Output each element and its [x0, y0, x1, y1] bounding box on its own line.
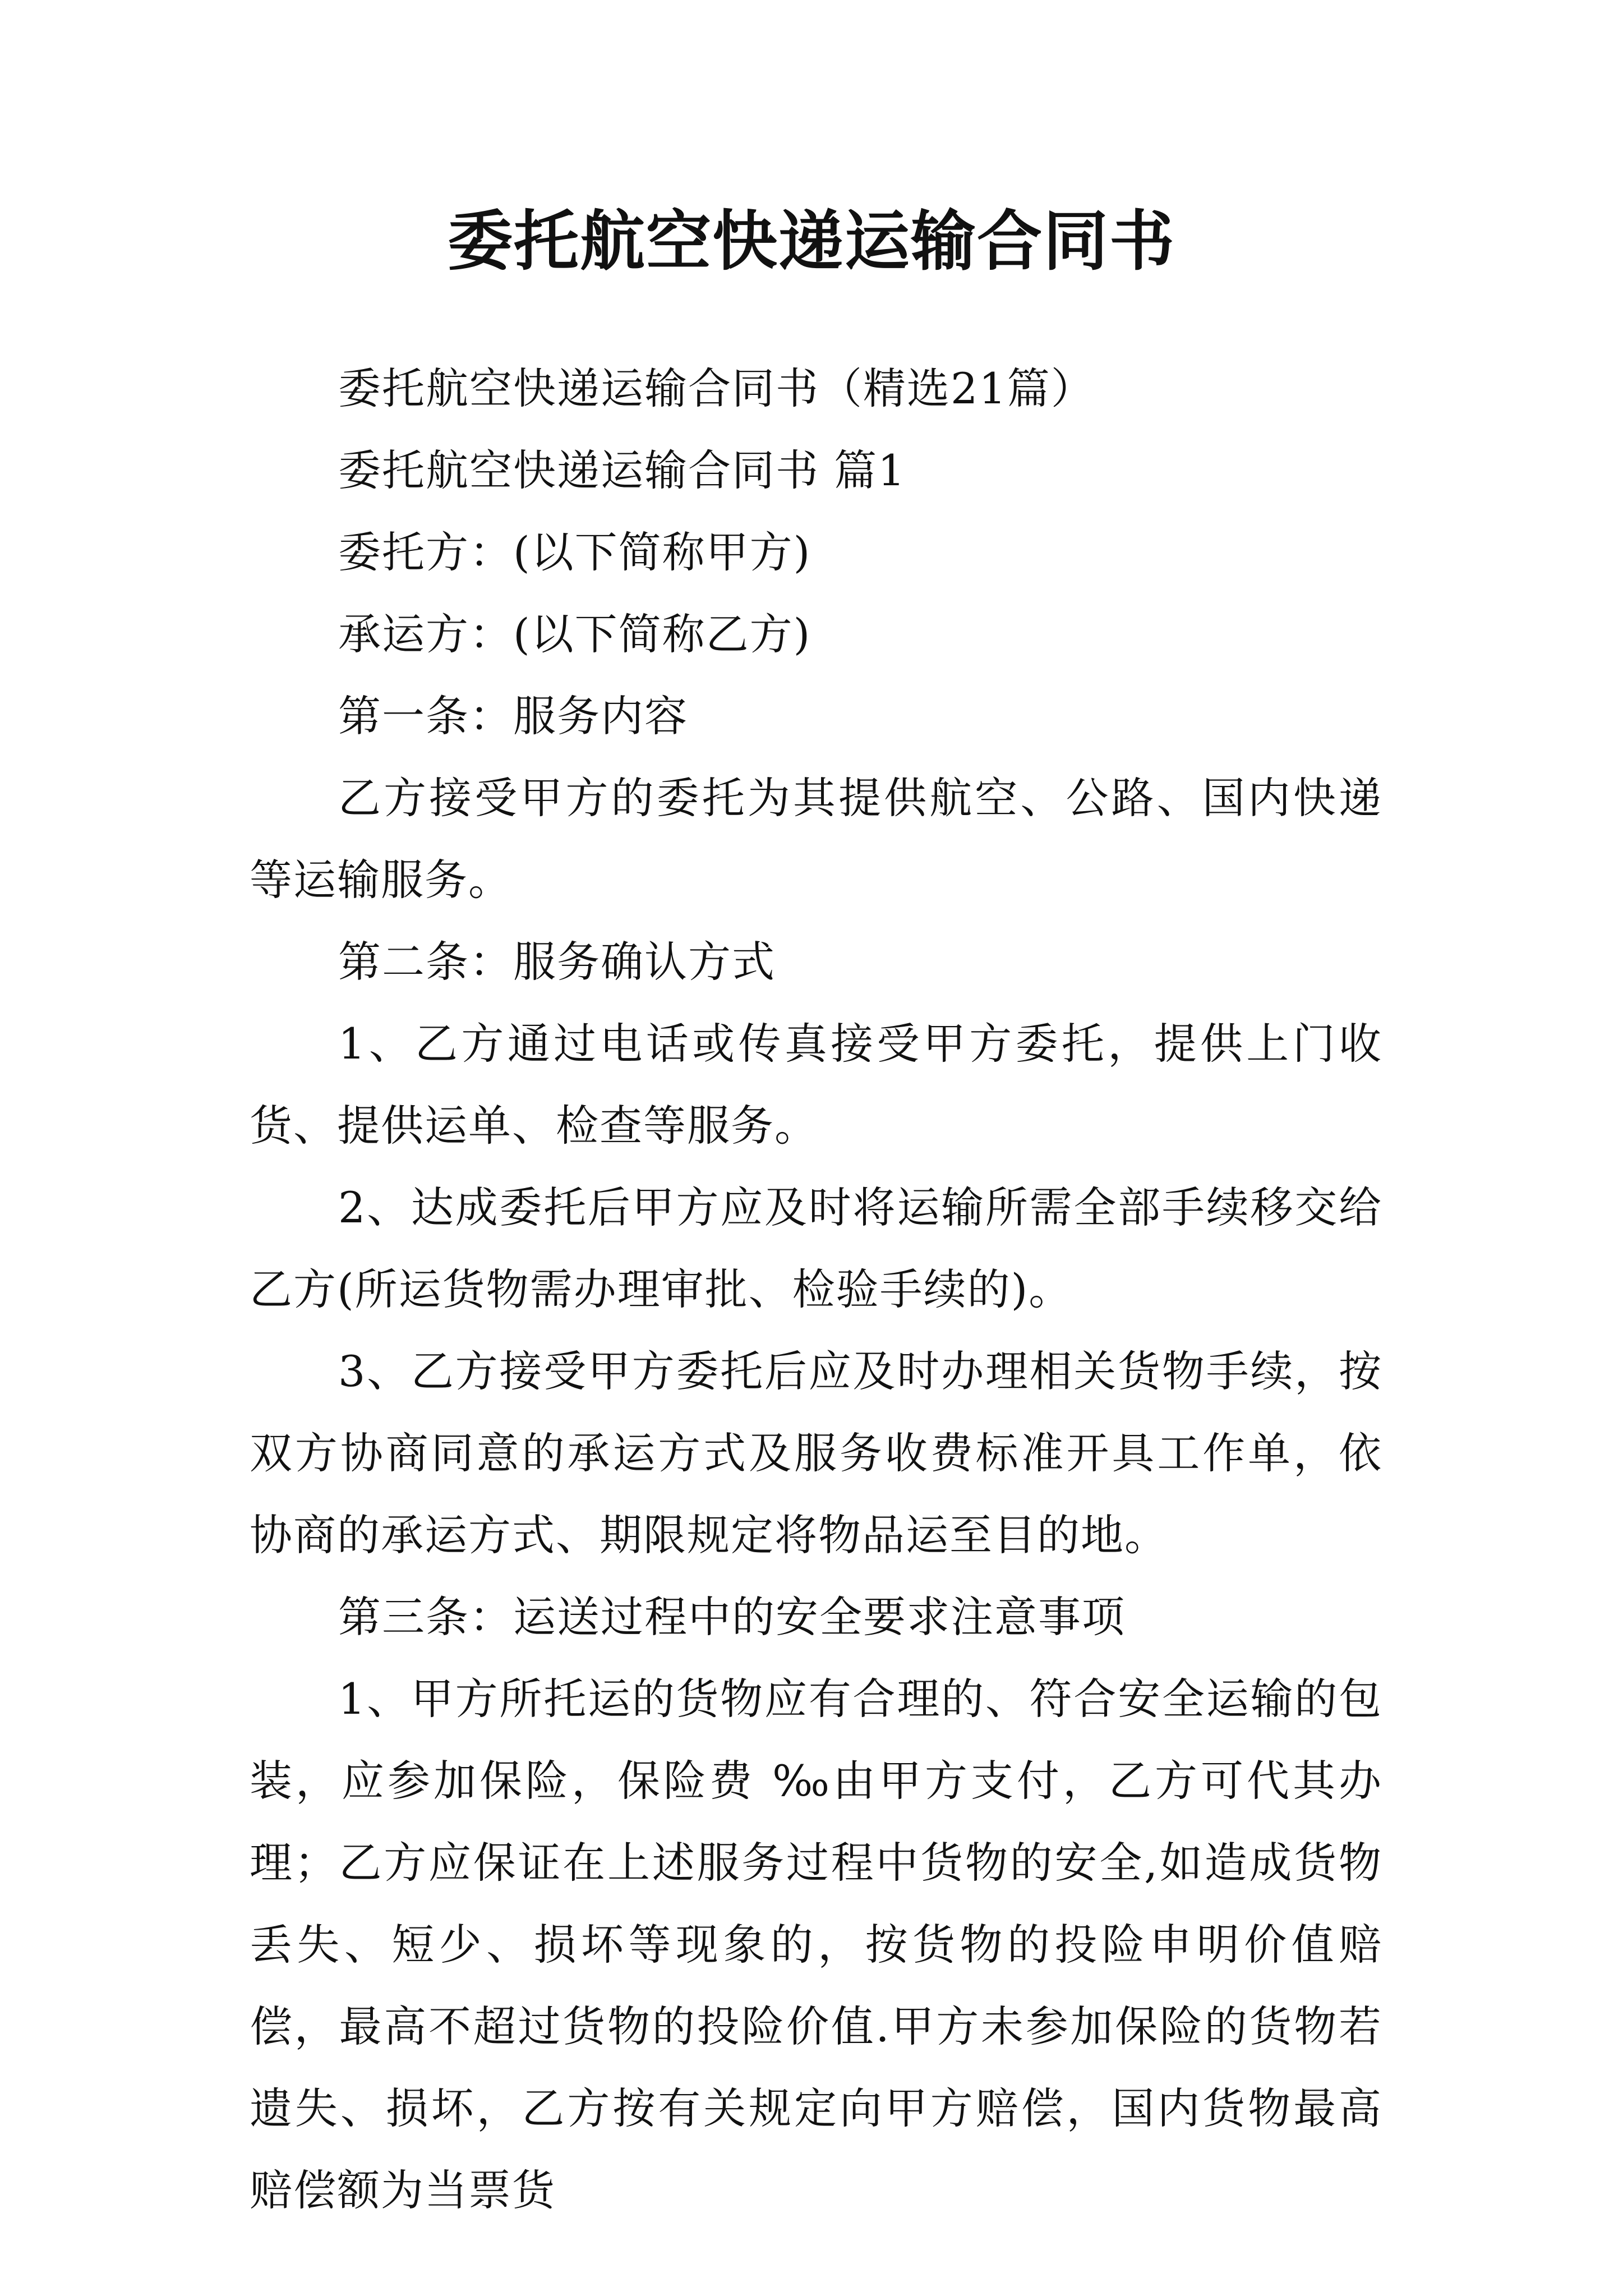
paragraph-article-1-body: 乙方接受甲方的委托为其提供航空、公路、国内快递等运输服务。: [250, 773, 1382, 905]
paragraph-section-heading: 委托航空快递运输合同书 篇1: [338, 445, 906, 495]
document-title: 委托航空快递运输合同书: [448, 203, 1175, 279]
paragraph-article-3-heading: 第三条：运送过程中的安全要求注意事项: [338, 1592, 1126, 1642]
document-body: [250, 348, 1382, 2231]
paragraph-article-3-item-1: 1、甲方所托运的货物应有合理的、符合安全运输的包装，应参加保险，保险费 ‰由甲方支付，乙方可代其办理；乙方应保证在上述服务过程中货物的安全,如造成货物丢失、短少、损坏等现象的，按货物的投险申明价值赔偿，最高不超过货物的投险价值.甲方未参加保险的货物若遗失、损坏，乙方按有关规定向甲方赔偿，国内货物最高赔偿额为当票货: [250, 1674, 1382, 2215]
paragraph-article-2-heading: 第二条：服务确认方式: [338, 937, 776, 987]
paragraph-client: 委托方：(以下简称甲方): [338, 527, 811, 577]
paragraph-article-2-item-2: 2、达成委托后甲方应及时将运输所需全部手续移交给乙方(所运货物需办理审批、检验手续的)。: [250, 1182, 1382, 1314]
paragraph-article-2-item-3: 3、乙方接受甲方委托后应及时办理相关货物手续，按双方协商同意的承运方式及服务收费标准开具工作单，依协商的承运方式、期限规定将物品运至目的地。: [250, 1346, 1382, 1560]
paragraph-subtitle: 委托航空快递运输合同书（精选21篇）: [338, 364, 1095, 413]
paragraph-article-2-item-1: 1、乙方通过电话或传真接受甲方委托，提供上门收货、提供运单、检查等服务。: [250, 1019, 1382, 1151]
paragraph-article-1-heading: 第一条：服务内容: [338, 691, 688, 741]
paragraph-carrier: 承运方：(以下简称乙方): [338, 609, 811, 659]
